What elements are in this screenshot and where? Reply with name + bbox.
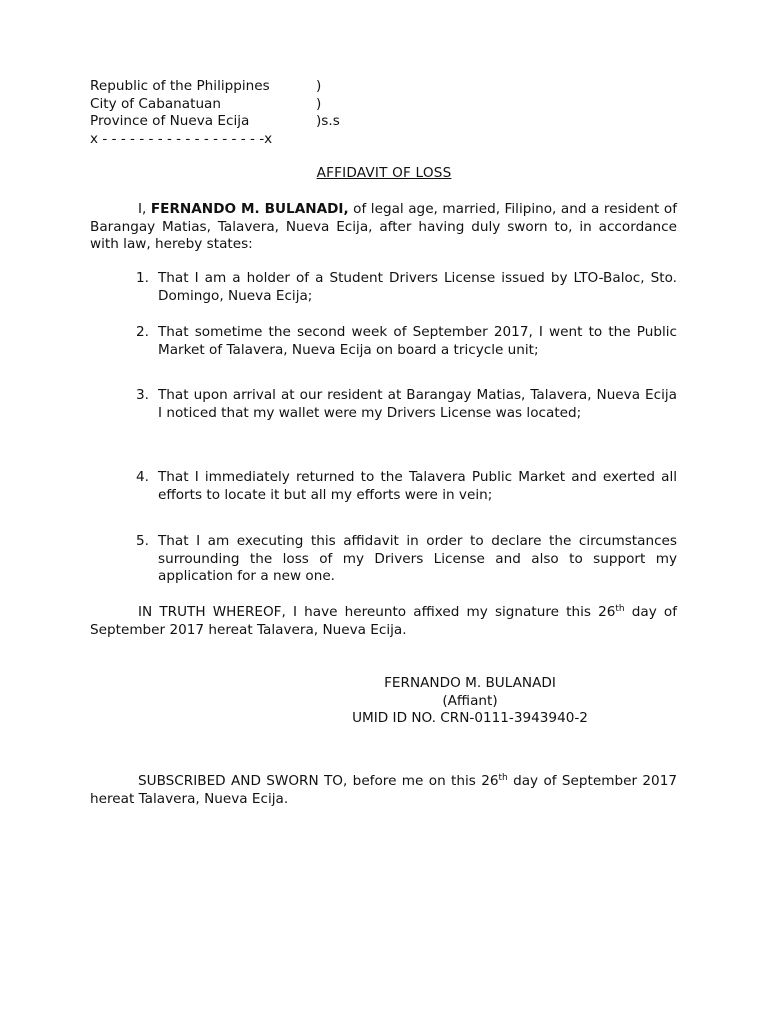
venue-block xyxy=(90,78,390,148)
item-number: 3. xyxy=(136,387,149,403)
item-number: 4. xyxy=(136,469,149,485)
jurat-text-before: SUBSCRIBED AND SWORN TO, before me on this 26 xyxy=(138,773,499,789)
item-text: That upon arrival at our resident at Barangay Matias, Talavera, Nueva Ecija I noticed that my wallet were my Drivers License was located; xyxy=(158,387,677,421)
venue-mark: ) xyxy=(316,78,322,94)
intro-text: of legal age, married, Filipino, and a resident of Barangay Matias, Talavera, Nueva Ecija, after having duly sworn to, in accordance with law, hereby states: xyxy=(90,201,678,253)
item-number: 1. xyxy=(136,270,149,286)
venue-mark: ) xyxy=(316,95,322,112)
venue-line-city xyxy=(90,96,390,114)
closing-paragraph xyxy=(90,604,677,639)
document-title: AFFIDAVIT OF LOSS xyxy=(316,165,452,181)
intro-prefix: I, xyxy=(138,201,151,217)
closing-text-before: IN TRUTH WHEREOF, I have hereunto affixed my signature this 26 xyxy=(138,604,616,620)
jurat-paragraph xyxy=(90,773,677,808)
affiant-name-bold: FERNANDO M. BULANADI, xyxy=(150,201,349,217)
item-number: 2. xyxy=(136,324,149,340)
venue-label: Province of Nueva Ecija xyxy=(90,113,250,130)
item-number: 5. xyxy=(136,533,149,549)
item-text: That I am a holder of a Student Drivers License issued by LTO-Baloc, Sto. Domingo, Nueva Ecija; xyxy=(158,270,677,304)
venue-separator: x - - - - - - - - - - - - - - - - - -x xyxy=(90,130,273,147)
venue-label: City of Cabanatuan xyxy=(90,95,222,112)
item-text: That sometime the second week of September 2017, I went to the Public Market of Talavera, Nueva Ecija on board a tricycle unit; xyxy=(158,324,677,358)
affiant-name: FERNANDO M. BULANADI xyxy=(384,675,556,691)
ordinal-suffix: th xyxy=(615,604,625,614)
affiant-role: (Affiant) xyxy=(442,692,498,709)
intro-paragraph xyxy=(90,201,677,254)
venue-line-republic xyxy=(90,78,390,96)
affiant-id: UMID ID NO. CRN-0111-3943940-2 xyxy=(352,710,588,727)
jurat-text-after: day of September 2017 hereat Talavera, Nueva Ecija. xyxy=(90,773,677,807)
venue-line-province xyxy=(90,113,390,131)
signature-block xyxy=(340,675,600,728)
ordinal-suffix: th xyxy=(498,773,508,783)
closing-text-after: day of September 2017 hereat Talavera, Nueva Ecija. xyxy=(90,604,678,638)
venue-mark: )s.s xyxy=(316,113,340,130)
venue-label: Republic of the Philippines xyxy=(90,78,270,94)
item-text: That I am executing this affidavit in order to declare the circumstances surrounding the loss of my Drivers License and also to support my application for a new one. xyxy=(158,533,677,585)
item-text: That I immediately returned to the Talavera Public Market and exerted all efforts to locate it but all my efforts were in vein; xyxy=(158,469,677,503)
